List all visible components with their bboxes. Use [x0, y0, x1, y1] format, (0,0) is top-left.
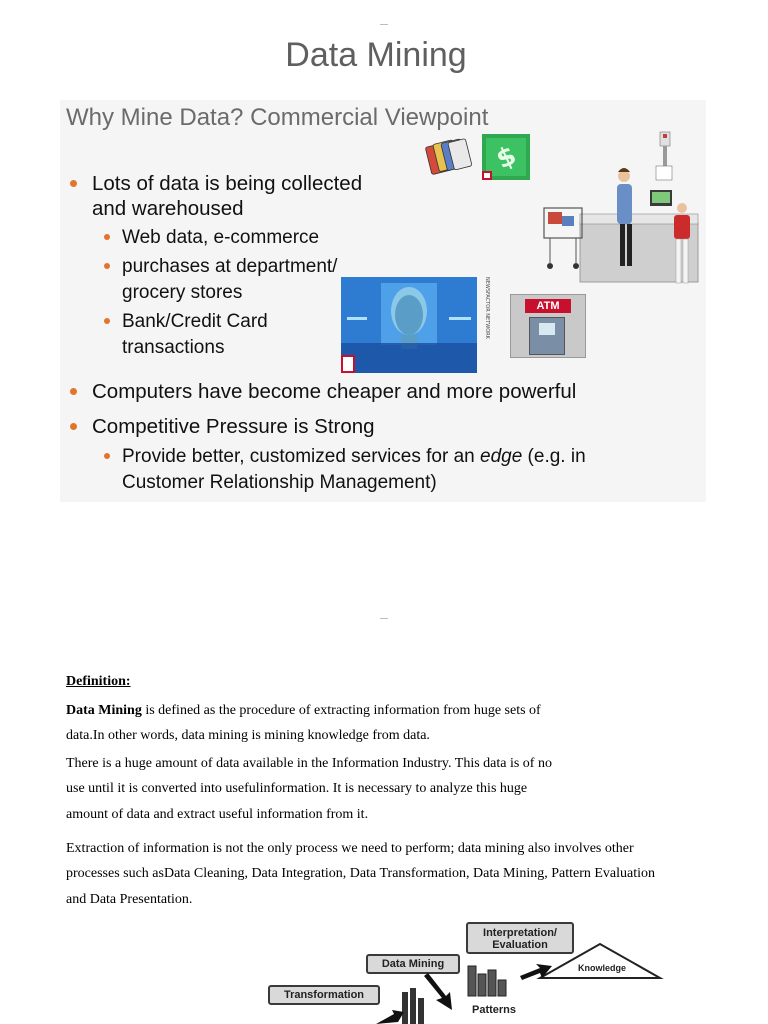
bullet-dot: [70, 388, 77, 395]
atm-screen: [539, 323, 555, 335]
paragraph-line: Extraction of information is not the only process we need to perform; data mining also involves other: [66, 841, 634, 856]
atm-image: [510, 294, 586, 358]
transformation-box: Transformation: [268, 985, 380, 1005]
interpretation-label: Interpretation/: [483, 927, 557, 939]
page-separator-top: [380, 24, 388, 25]
bullet-dot: [70, 423, 77, 430]
definition-heading: Definition:: [66, 674, 131, 689]
sub-bullet-dot: [104, 234, 110, 240]
bullet-dot: [70, 180, 77, 187]
sub-bullet-text: Bank/Credit Card: [122, 311, 268, 332]
patterns-bars: [468, 966, 506, 996]
slide-heading: Why Mine Data? Commercial Viewpoint: [66, 104, 489, 131]
sub-bullet-dot: [104, 318, 110, 324]
atm-sign: ATM: [525, 299, 571, 313]
arrow-to-patterns: [424, 973, 452, 1010]
sub-bullet-text-pre: Provide better, customized services for an: [122, 446, 480, 467]
paragraph-line: use until it is converted into usefulinformation. It is necessary to analyze this huge: [66, 781, 528, 796]
newsfactor-caption: [478, 277, 488, 359]
svg-text:$: $: [491, 140, 521, 176]
sub-bullet-text: [122, 444, 586, 469]
arrow-from-transformation: [376, 1010, 404, 1024]
paragraph-line: data.In other words, data mining is mining knowledge from data.: [66, 728, 430, 743]
data-mining-box: Data Mining: [366, 954, 460, 974]
checkout-counter-image: [540, 132, 702, 294]
page-separator-middle: [380, 618, 388, 619]
transformed-data-blocks: [402, 988, 424, 1024]
bold-term: Data Mining: [66, 703, 142, 718]
bullet-text: and warehoused: [92, 197, 244, 220]
credit-cards-image: [424, 136, 474, 176]
bullet-text: Lots of data is being collected: [92, 172, 363, 195]
paragraph-line: and Data Presentation.: [66, 892, 193, 907]
sub-bullet-text: Web data, e-commerce: [122, 227, 320, 248]
paragraph-text: is defined as the procedure of extracting information from huge sets of: [141, 703, 541, 718]
bullet-text: Computers have become cheaper and more powerful: [92, 380, 577, 403]
dollar-icon: [482, 134, 530, 180]
paragraph-line: amount of data and extract useful information from it.: [66, 807, 369, 822]
sub-bullet-text: transactions: [122, 337, 225, 358]
knowledge-label: Knowledge: [577, 963, 627, 973]
sub-bullet-text-em: edge: [480, 446, 523, 467]
newsfactor-caption-text: NEWSFACTOR NETWORK: [484, 277, 490, 339]
kdd-diagram-graphics: [380, 940, 670, 1024]
bullet-text: Competitive Pressure is Strong: [92, 415, 375, 438]
sub-bullet-dot: [104, 263, 110, 269]
patterns-label: Patterns: [471, 1004, 517, 1016]
paragraph-line: There is a huge amount of data available in the Information Industry. This data is of no: [66, 756, 552, 771]
sub-bullet-text: grocery stores: [122, 282, 243, 303]
paragraph-line: [66, 703, 541, 719]
evaluation-label: Evaluation: [492, 939, 548, 951]
sub-bullet-text: purchases at department/: [122, 256, 338, 277]
sub-bullet-text: Customer Relationship Management): [122, 472, 437, 493]
paragraph-line: processes such asData Cleaning, Data Integration, Data Transformation, Data Mining, Pattern Evaluation: [66, 866, 656, 881]
sub-bullet-dot: [104, 453, 110, 459]
sub-bullet-text-post: (e.g. in: [522, 446, 586, 467]
page-title: Data Mining: [285, 36, 467, 74]
face-screen-image: [341, 277, 477, 373]
